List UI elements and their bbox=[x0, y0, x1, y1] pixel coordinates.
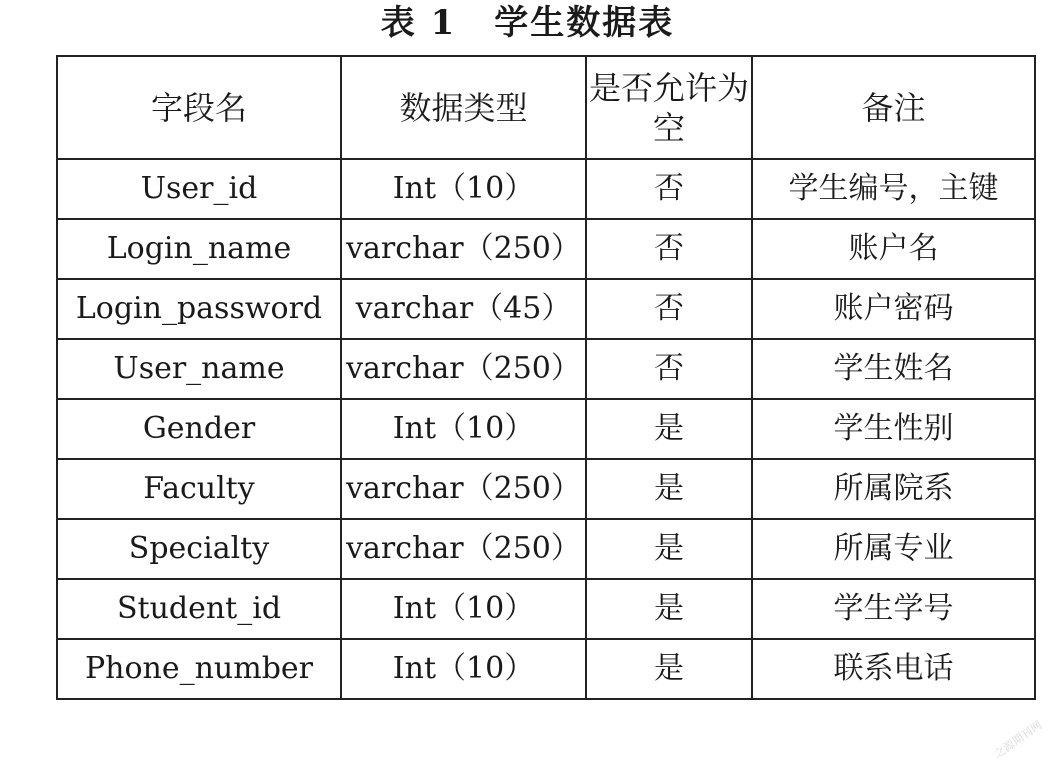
cell-nullable: 是 bbox=[586, 519, 752, 579]
table-row bbox=[57, 279, 1035, 339]
cell-type: varchar（250） bbox=[341, 339, 586, 399]
cell-note: 账户密码 bbox=[752, 279, 1035, 339]
cell-field: Login_password bbox=[57, 279, 341, 339]
header-nullable: 是否允许为空 bbox=[586, 56, 752, 159]
cell-type: varchar（250） bbox=[341, 219, 586, 279]
cell-type: varchar（250） bbox=[341, 519, 586, 579]
cell-note: 所属专业 bbox=[752, 519, 1035, 579]
cell-nullable: 否 bbox=[586, 219, 752, 279]
header-note: 备注 bbox=[752, 56, 1035, 159]
cell-field: User_name bbox=[57, 339, 341, 399]
cell-nullable: 是 bbox=[586, 639, 752, 699]
cell-nullable: 是 bbox=[586, 579, 752, 639]
table-row bbox=[57, 399, 1035, 459]
table-caption bbox=[0, 0, 1055, 48]
cell-note: 联系电话 bbox=[752, 639, 1035, 699]
cell-nullable: 否 bbox=[586, 279, 752, 339]
table-row bbox=[57, 219, 1035, 279]
table-row bbox=[57, 519, 1035, 579]
cell-field: Phone_number bbox=[57, 639, 341, 699]
cell-type: Int（10） bbox=[341, 399, 586, 459]
table-row bbox=[57, 339, 1035, 399]
cell-type: varchar（250） bbox=[341, 459, 586, 519]
cell-field: Faculty bbox=[57, 459, 341, 519]
cell-field: Gender bbox=[57, 399, 341, 459]
cell-type: Int（10） bbox=[341, 639, 586, 699]
cell-type: varchar（45） bbox=[341, 279, 586, 339]
cell-nullable: 是 bbox=[586, 459, 752, 519]
cell-field: Student_id bbox=[57, 579, 341, 639]
cell-type: Int（10） bbox=[341, 579, 586, 639]
cell-note: 学生学号 bbox=[752, 579, 1035, 639]
cell-nullable: 否 bbox=[586, 159, 752, 219]
table-row bbox=[57, 639, 1035, 699]
cell-note: 账户名 bbox=[752, 219, 1035, 279]
cell-nullable: 否 bbox=[586, 339, 752, 399]
cell-note: 学生姓名 bbox=[752, 339, 1035, 399]
table-number: 表 1 bbox=[380, 3, 457, 43]
cell-type: Int（10） bbox=[341, 159, 586, 219]
table-row bbox=[57, 579, 1035, 639]
cell-field: Specialty bbox=[57, 519, 341, 579]
cell-nullable: 是 bbox=[586, 399, 752, 459]
header-row bbox=[57, 56, 1035, 159]
table-title: 学生数据表 bbox=[494, 3, 675, 43]
header-field-name: 字段名 bbox=[57, 56, 341, 159]
header-data-type: 数据类型 bbox=[341, 56, 586, 159]
watermark: 之源期刊网 bbox=[991, 718, 1045, 761]
cell-note: 所属院系 bbox=[752, 459, 1035, 519]
cell-note: 学生性别 bbox=[752, 399, 1035, 459]
cell-field: User_id bbox=[57, 159, 341, 219]
student-data-table bbox=[56, 55, 1036, 700]
table-row bbox=[57, 159, 1035, 219]
table-row bbox=[57, 459, 1035, 519]
cell-field: Login_name bbox=[57, 219, 341, 279]
cell-note: 学生编号，主键 bbox=[752, 159, 1035, 219]
